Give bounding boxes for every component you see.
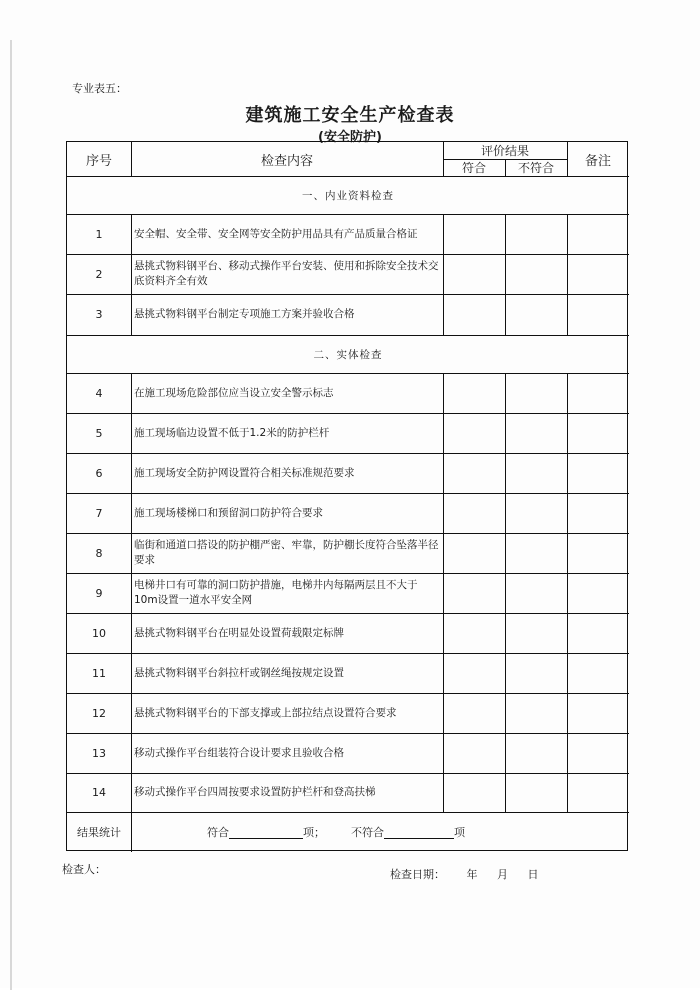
date-month: 月 — [497, 868, 508, 881]
row-number: 6 — [95, 466, 103, 480]
table-row — [67, 653, 629, 693]
document-subtitle: (安全防护) — [318, 130, 382, 145]
row-content: 悬挑式物料钢平台在明显处设置荷载限定标牌 — [134, 626, 344, 639]
summary-pass-label: 符合 — [207, 826, 229, 839]
row-pass-cell[interactable] — [443, 294, 505, 335]
row-pass-cell[interactable] — [443, 453, 505, 493]
row-number: 10 — [92, 626, 106, 640]
row-pass-cell[interactable] — [443, 773, 505, 812]
row-pass-cell[interactable] — [443, 573, 505, 613]
row-pass-cell[interactable] — [443, 413, 505, 453]
row-pass-cell[interactable] — [443, 493, 505, 533]
row-number: 13 — [92, 746, 106, 760]
row-remarks-cell[interactable] — [567, 613, 629, 653]
row-remarks-cell[interactable] — [567, 653, 629, 693]
row-number: 7 — [95, 506, 103, 520]
row-content: 施工现场安全防护网设置符合相关标准规范要求 — [134, 466, 355, 479]
row-fail-cell[interactable] — [505, 533, 567, 573]
row-pass-cell[interactable] — [443, 693, 505, 733]
header-fail: 不符合 — [517, 161, 554, 175]
row-number: 12 — [92, 706, 106, 720]
row-content: 悬挑式物料钢平台制定专项施工方案并验收合格 — [134, 308, 355, 320]
row-fail-cell[interactable] — [505, 653, 567, 693]
row-pass-cell[interactable] — [443, 373, 505, 413]
row-content: 悬挑式物料钢平台斜拉杆或钢丝绳按规定设置 — [134, 666, 344, 679]
row-fail-cell[interactable] — [505, 294, 567, 335]
row-content: 临街和通道口搭设的防护棚严密、牢靠，防护棚长度符合坠落半径要求 — [134, 539, 439, 566]
row-fail-cell[interactable] — [505, 693, 567, 733]
row-remarks-cell[interactable] — [567, 573, 629, 613]
row-pass-cell[interactable] — [443, 653, 505, 693]
row-fail-cell[interactable] — [505, 493, 567, 533]
row-remarks-cell[interactable] — [567, 493, 629, 533]
row-pass-cell[interactable] — [443, 214, 505, 254]
row-remarks-cell[interactable] — [567, 254, 629, 294]
header-seq: 序号 — [85, 153, 112, 169]
row-fail-cell[interactable] — [505, 413, 567, 453]
row-content: 施工现场临边设置不低于1.2米的防护栏杆 — [134, 426, 330, 439]
table-row — [67, 453, 629, 493]
row-number: 5 — [95, 426, 103, 440]
row-remarks-cell[interactable] — [567, 453, 629, 493]
row-pass-cell[interactable] — [443, 613, 505, 653]
row-content: 在施工现场危险部位应当设立安全警示标志 — [134, 386, 334, 399]
table-row — [67, 493, 629, 533]
row-content: 悬挑式物料钢平台的下部支撑或上部拉结点设置符合要求 — [134, 706, 397, 719]
table-row — [67, 573, 629, 613]
table-row — [67, 773, 629, 812]
table-row — [67, 533, 629, 573]
row-pass-cell[interactable] — [443, 733, 505, 773]
table-row — [67, 733, 629, 773]
table-row — [67, 373, 629, 413]
table-row — [67, 294, 629, 335]
header-remarks: 备注 — [584, 153, 611, 169]
header-content: 检查内容 — [260, 153, 313, 169]
date-year: 年 — [466, 868, 478, 881]
row-fail-cell[interactable] — [505, 573, 567, 613]
row-fail-cell[interactable] — [505, 373, 567, 413]
summary-unit-end: 项 — [454, 826, 465, 839]
section-documents: 一、内业资料检查 — [302, 189, 394, 202]
page-fold-shadow — [10, 40, 12, 990]
row-fail-cell[interactable] — [505, 214, 567, 254]
inspector-label: 检查人： — [62, 863, 106, 876]
row-pass-cell[interactable] — [443, 254, 505, 294]
row-fail-cell[interactable] — [505, 733, 567, 773]
summary-unit: 项； — [303, 826, 325, 839]
row-remarks-cell[interactable] — [567, 373, 629, 413]
row-remarks-cell[interactable] — [567, 214, 629, 254]
table-row — [67, 693, 629, 733]
row-remarks-cell[interactable] — [567, 773, 629, 812]
row-fail-cell[interactable] — [505, 773, 567, 812]
row-fail-cell[interactable] — [505, 613, 567, 653]
header-pass: 符合 — [461, 161, 486, 175]
summary-fail-label: 不符合 — [351, 826, 384, 839]
row-content: 施工现场楼梯口和预留洞口防护符合要求 — [134, 506, 323, 519]
row-content: 电梯井口有可靠的洞口防护措施，电梯井内每隔两层且不大于10m设置一道水平安全网 — [134, 579, 418, 606]
summary-counts — [207, 812, 627, 852]
summary-fail-blank — [384, 826, 454, 839]
table-row — [67, 413, 629, 453]
summary-pass-blank — [229, 826, 303, 839]
row-pass-cell[interactable] — [443, 533, 505, 573]
row-remarks-cell[interactable] — [567, 294, 629, 335]
table-row — [67, 613, 629, 653]
row-remarks-cell[interactable] — [567, 733, 629, 773]
row-remarks-cell[interactable] — [567, 693, 629, 733]
row-number: 8 — [95, 546, 103, 560]
row-number: 4 — [95, 386, 103, 400]
table-row — [67, 214, 629, 254]
row-number: 3 — [95, 308, 103, 321]
row-content: 移动式操作平台四周按要求设置防护栏杆和登高扶梯 — [134, 786, 376, 798]
row-number: 14 — [92, 786, 106, 799]
row-fail-cell[interactable] — [505, 453, 567, 493]
section-physical: 二、实体检查 — [313, 348, 383, 361]
document-title: 建筑施工安全生产检查表 — [245, 105, 455, 126]
row-content: 悬挑式物料钢平台、移动式操作平台安装、使用和拆除安全技术交底资料齐全有效 — [134, 260, 439, 287]
form-number: 专业表五： — [72, 82, 127, 95]
date-label: 检查日期： — [390, 868, 445, 881]
date-day: 日 — [527, 868, 539, 881]
row-number: 11 — [92, 666, 106, 680]
row-remarks-cell[interactable] — [567, 413, 629, 453]
row-number: 2 — [95, 267, 103, 281]
row-content: 移动式操作平台组装符合设计要求且验收合格 — [134, 746, 344, 759]
row-number: 9 — [95, 586, 103, 600]
summary-label: 结果统计 — [77, 826, 121, 839]
row-fail-cell[interactable] — [505, 254, 567, 294]
row-remarks-cell[interactable] — [567, 533, 629, 573]
inspection-table — [66, 141, 628, 851]
row-content: 安全帽、安全带、安全网等安全防护用品具有产品质量合格证 — [134, 227, 418, 240]
row-number: 1 — [95, 227, 103, 241]
header-evaluation: 评价结果 — [480, 144, 529, 158]
inspection-date — [390, 866, 555, 882]
table-row — [67, 254, 629, 294]
